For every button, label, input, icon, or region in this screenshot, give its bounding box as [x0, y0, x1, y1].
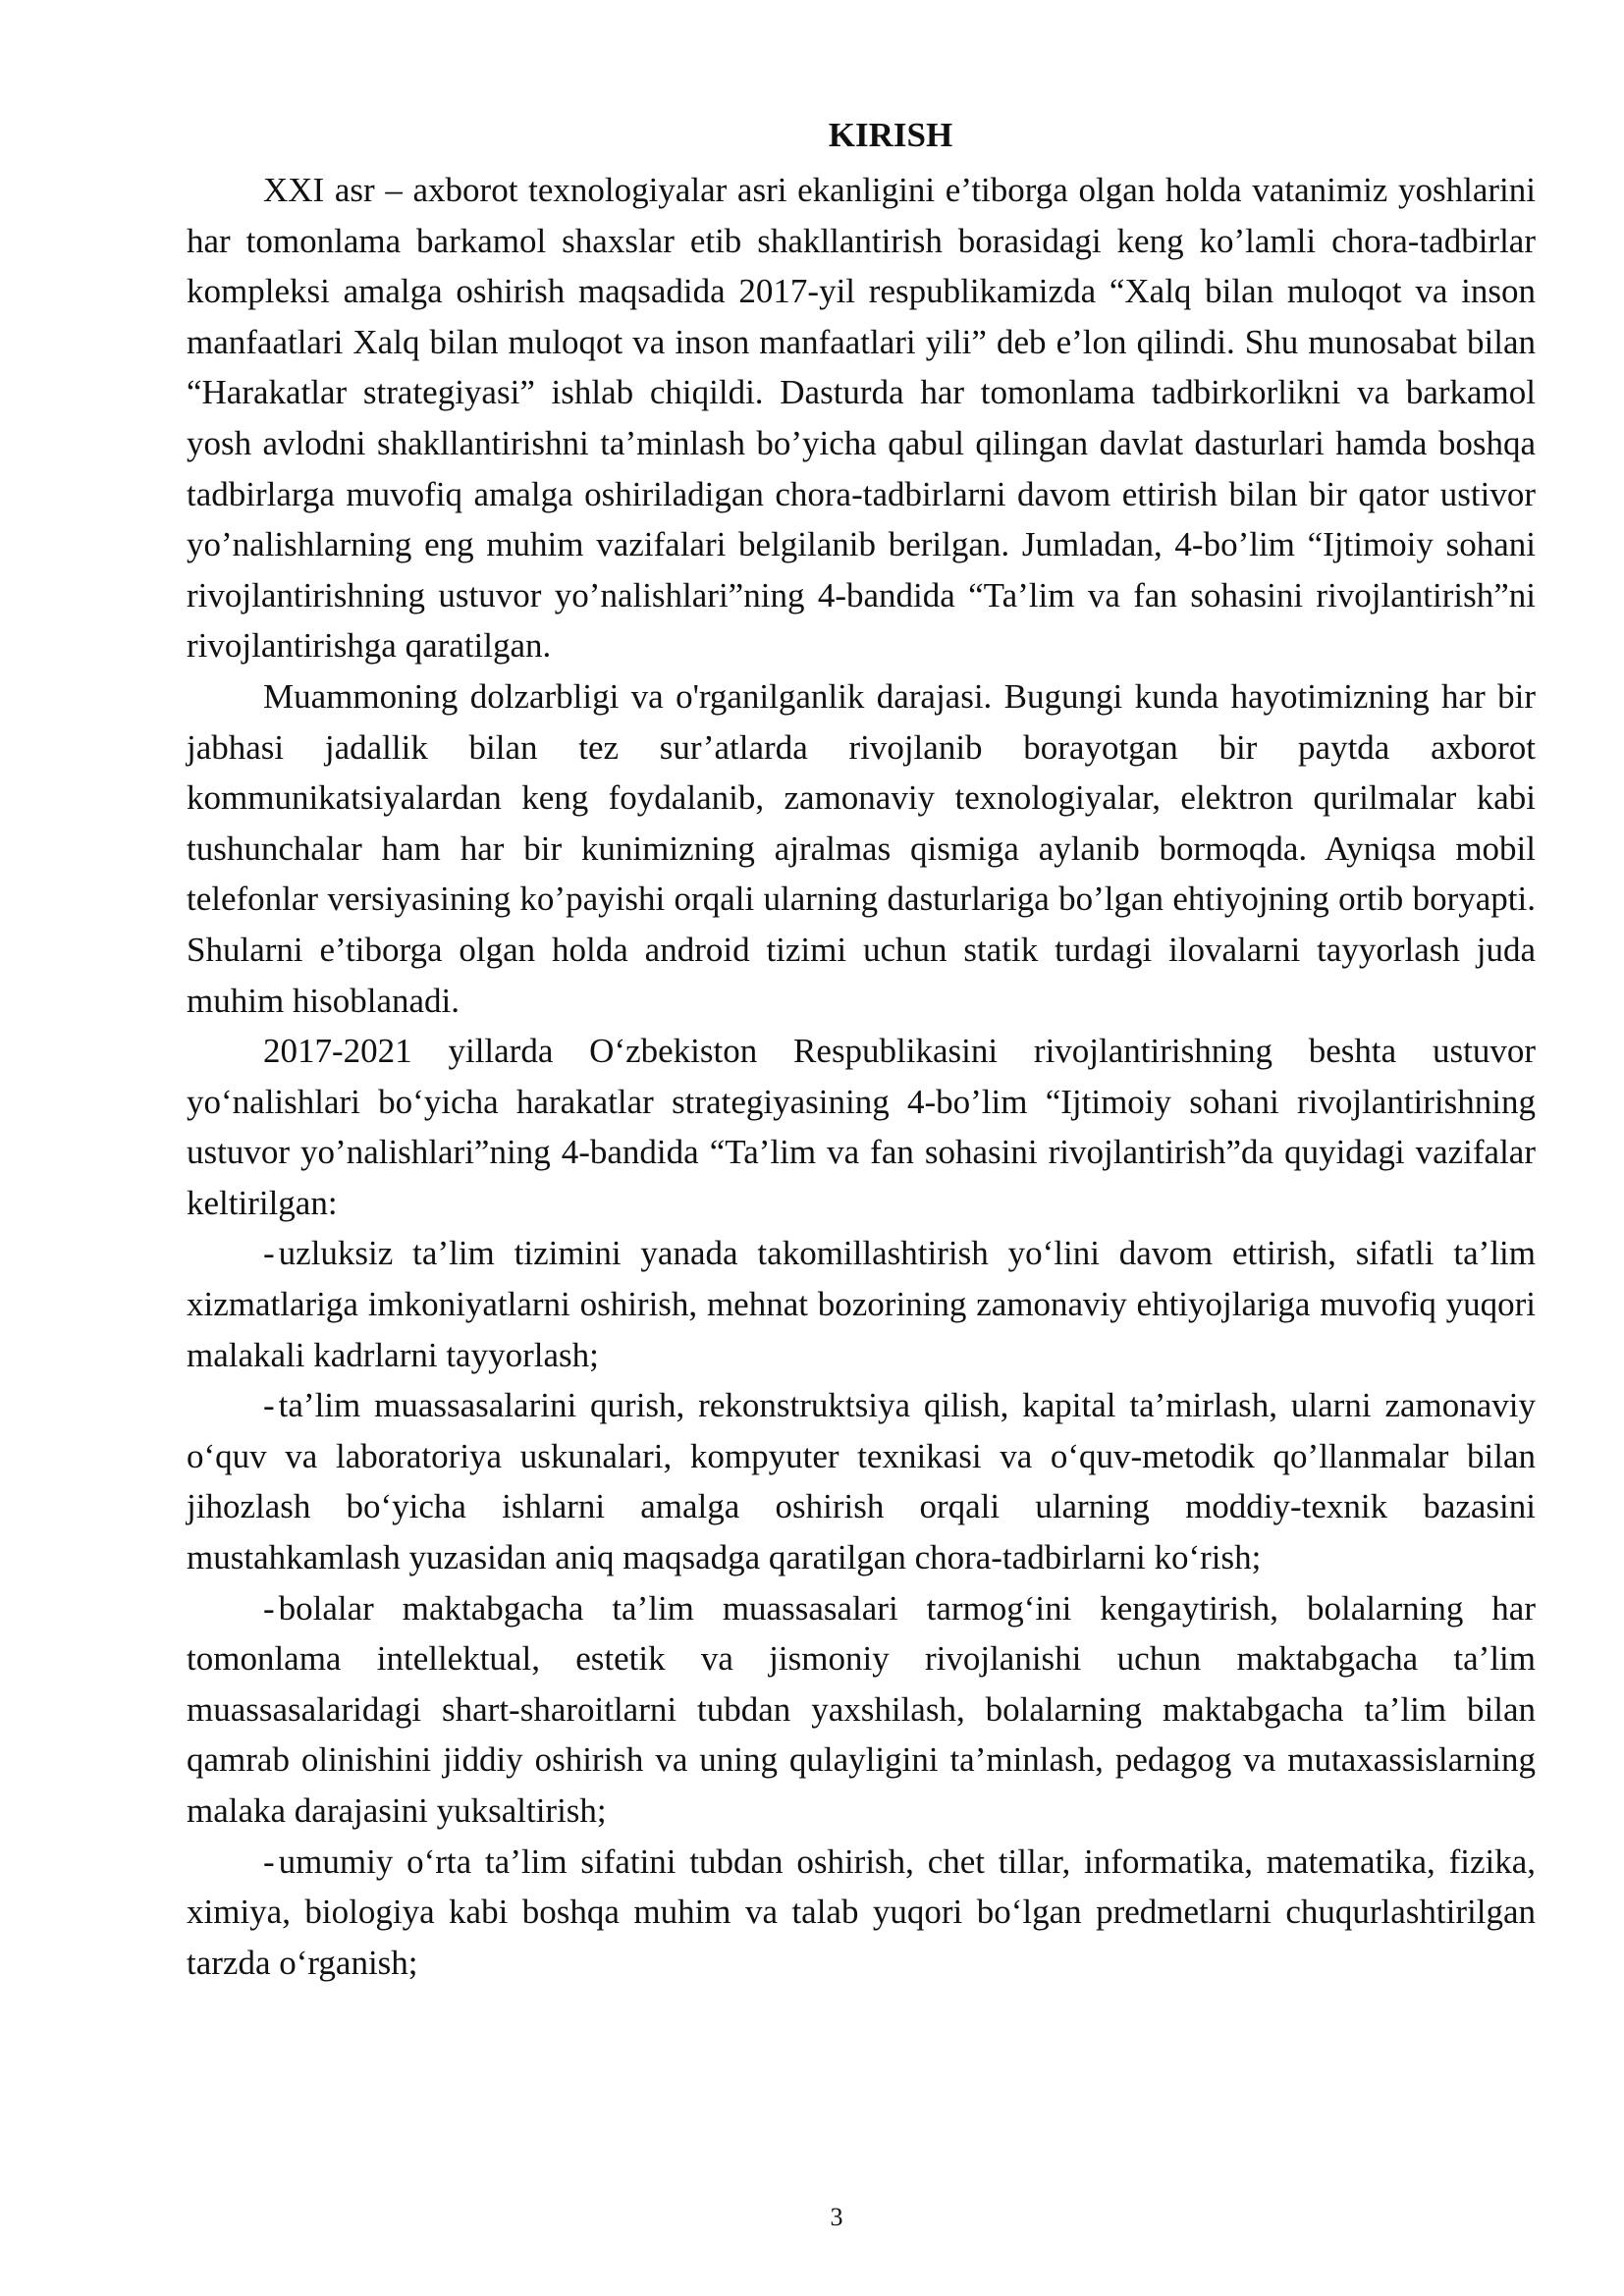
- list-item: [187, 1380, 1536, 1582]
- list-item-text: umumiy o‘rta ta’lim sifatini tubdan oshirish, chet tillar, informatika, matematika, fizika, ximiya, biologiya kabi boshqa muhim va talab yuqori bo‘lgan predmetlarni chuqurlashtirilgan tarzda o‘rganish;: [187, 1842, 1536, 1982]
- bullet-marker: -: [263, 1588, 275, 1628]
- list-item: [187, 1837, 1536, 1989]
- list-item: [187, 1228, 1536, 1380]
- page-number: 3: [830, 2203, 843, 2231]
- bullet-marker: -: [263, 1386, 275, 1425]
- intro-paragraph: XXI asr – axborot texnologiyalar asri ekanligini e’tiborga olgan holda vatanimiz yoshlarini har tomonlama barkamol shaxslar etib shakllantirish borasidagi keng ko’lamli chora-tadbirlar kompleksi amalga oshirish maqsadida 2017-yil respublikamizda “Xalq bilan muloqot va inson manfaatlari Xalq bilan muloqot va inson manfaatlari yili” deb e’lon qilindi. Shu munosabat bilan “Harakatlar strategiyasi” ishlab chiqildi. Dasturda har tomonlama tadbirkorlikni va barkamol yosh avlodni shakllantirishni ta’minlash bo’yicha qabul qilingan davlat dasturlari hamda boshqa tadbirlarga muvofiq amalga oshiriladigan chora-tadbirlarni davom ettirish bilan bir qator ustivor yo’nalishlarning eng muhim vazifalari belgilanib berilgan. Jumladan, 4-bo’lim “Ijtimoiy sohani rivojlantirishning ustuvor yo’nalishlari”ning 4-bandida “Ta’lim va fan sohasini rivojlantirish”ni rivojlantirishga qaratilgan.: [187, 171, 1536, 666]
- strategy-paragraph: 2017-2021 yillarda O‘zbekiston Respublikasini rivojlantirishning beshta ustuvor yo‘nalishlari bo‘yicha harakatlar strategiyasining 4-bo’lim “Ijtimoiy sohani rivojlantirishning ustuvor yo’nalishlari”ning 4-bandida “Ta’lim va fan sohasini rivojlantirish”da quyidagi vazifalar keltirilgan:: [187, 1032, 1536, 1222]
- document-page: [187, 110, 1536, 1988]
- relevance-paragraph: Muammoning dolzarbligi va o'rganilganlik darajasi. Bugungi kunda hayotimizning har bir jabhasi jadallik bilan tez sur’atlarda rivojlanib borayotgan bir paytda axborot kommunikatsiyalardan keng foydalanib, zamonaviy texnologiyalar, elektron qurilmalar kabi tushunchalar ham har bir kunimizning ajralmas qismiga aylanib bormoqda. Ayniqsa mobil telefonlar versiyasining ko’payishi orqali ularning dasturlariga bo’lgan ehtiyojning ortib boryapti. Shularni e’tiborga olgan holda android tizimi uchun statik turdagi ilovalarni tayyorlash juda muhim hisoblanadi.: [187, 676, 1536, 1020]
- list-item-text: bolalar maktabgacha ta’lim muassasalari tarmog‘ini kengaytirish, bolalarning har tomonlama intellektual, estetik va jismoniy rivojlanishi uchun maktabgacha ta’lim muassasalaridagi shart-sharoitlarni tubdan yaxshilash, bolalarning maktabgacha ta’lim bilan qamrab olinishini jiddiy oshirish va uning qulayligini ta’minlash, pedagog va mutaxassislarning malaka darajasini yuksaltirish;: [187, 1588, 1536, 1830]
- bullet-marker: -: [263, 1842, 275, 1881]
- bullet-marker: -: [263, 1234, 275, 1273]
- list-item: [187, 1583, 1536, 1837]
- list-item-text: uzluksiz ta’lim tizimini yanada takomillashtirish yo‘lini davom ettirish, sifatli ta’lim xizmatlariga imkoniyatlarni oshirish, mehnat bozorining zamonaviy ehtiyojlariga muvofiq yuqori malakali kadrlarni tayyorlash;: [187, 1234, 1536, 1374]
- list-item-text: ta’lim muassasalarini qurish, rekonstruktsiya qilish, kapital ta’mirlash, ularni zamonaviy o‘quv va laboratoriya uskunalari, kompyuter texnikasi va o‘quv-metodik qo’llanmalar bilan jihozlash bo‘yicha ishlarni amalga oshirish orqali ularning moddiy-texnik bazasini mustahkamlash yuzasidan aniq maqsadga qaratilgan chora-tadbirlarni ko‘rish;: [187, 1386, 1536, 1577]
- section-title: KIRISH: [828, 116, 953, 154]
